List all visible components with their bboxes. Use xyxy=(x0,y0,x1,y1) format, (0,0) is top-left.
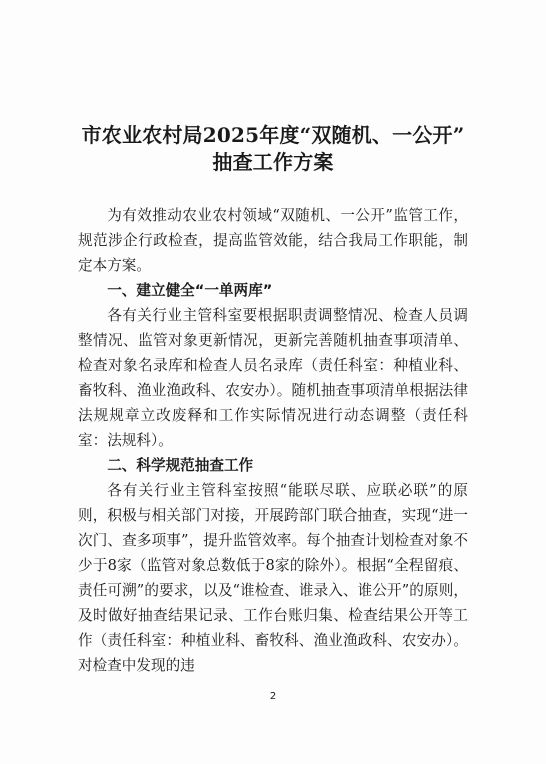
section-1-heading: 一、建立健全“一单两库” xyxy=(107,282,273,299)
title-line-2: 抽查工作方案 xyxy=(212,150,334,174)
document-body xyxy=(78,203,468,678)
page-number: 2 xyxy=(269,691,277,702)
section-2-heading: 二、科学规范抽查工作 xyxy=(107,457,254,474)
section-2-paragraph: 各有关行业主管科室按照“能联尽联、应联必联”的原则，积极与相关部门对接，开展跨部门联合抽查，实现“进一次门、查多项事”，提升监管效率。每个抽查计划检查对象不少于8家（监管对象总数低于8家的除外）。根据“全程留痕、责任可溯”的要求，以及“谁检查、谁录入、谁公开”的原则，及时做好抽查结果记录、工作台账归集、检查结果公开等工作（责任科室：种植业科、畜牧科、渔业渔政科、农安办）。对检查中发现的违 xyxy=(78,482,468,674)
section-1-paragraph: 各有关行业主管科室要根据职责调整情况、检查人员调整情况、监管对象更新情况，更新完善随机抽查事项清单、检查对象名录库和检查人员名录库（责任科室：种植业科、畜牧科、渔业渔政科、农安办）。随机抽查事项清单根据法律法规规章立改废释和工作实际情况进行动态调整（责任科室：法规科）。 xyxy=(78,307,468,449)
intro-paragraph: 为有效推动农业农村领域“双随机、一公开”监管工作，规范涉企行政检查，提高监管效能，结合我局工作职能，制定本方案。 xyxy=(78,207,468,274)
document-title xyxy=(40,122,506,176)
title-line-1: 市农业农村局2025年度“双随机、一公开” xyxy=(81,123,465,147)
